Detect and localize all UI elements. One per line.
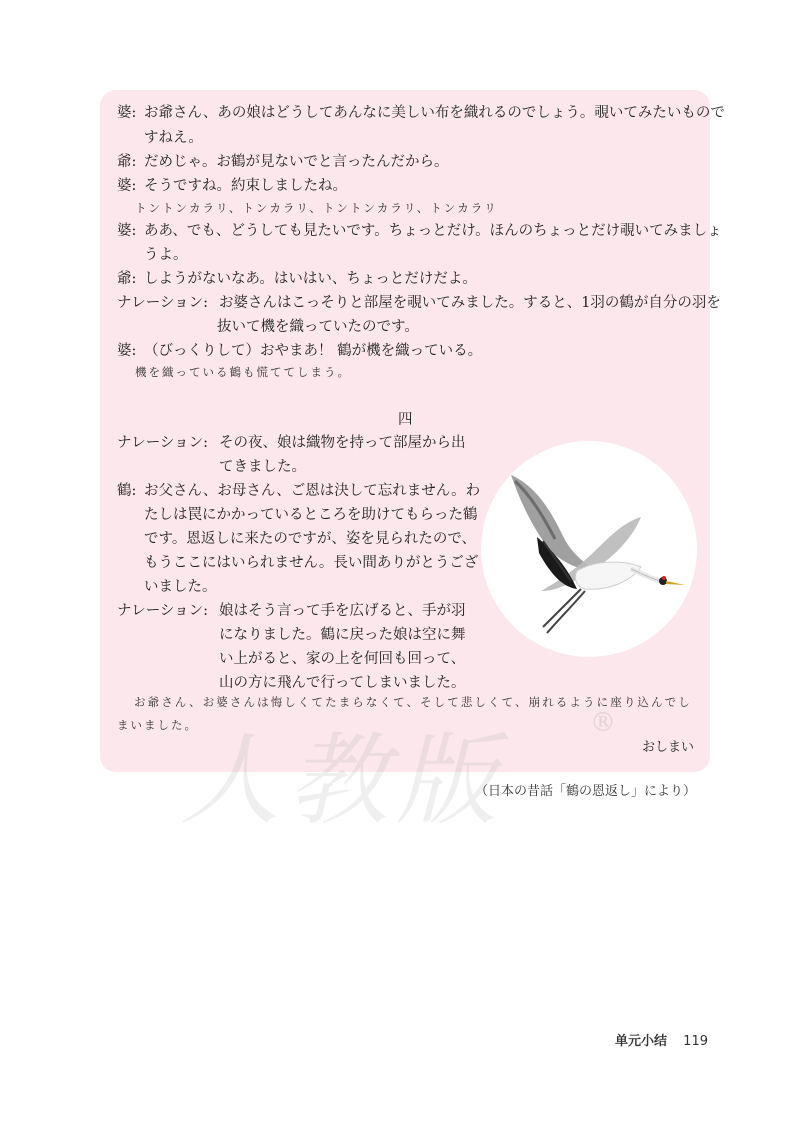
dialogue-line: 山の方に飛んで行ってしまいました。 [219, 675, 466, 691]
dialogue-line: だめじゃ。お鶴が見ないでと言ったんだから。 [144, 154, 449, 170]
dialogue-line: もうここにはいられません。長い間ありがとうござ [144, 555, 479, 571]
speaker-narration: ナレーション: [117, 435, 209, 451]
dialogue-line: てきました。 [219, 459, 306, 475]
speaker-grandma: 婆: [117, 223, 137, 239]
speaker-grandma: 婆: [117, 343, 137, 359]
ending-text: おしまい [642, 740, 695, 755]
dialogue-line: うよ。 [144, 247, 188, 263]
page-number: 119 [683, 1034, 708, 1049]
dialogue-line: そうですね。約束しましたね。 [144, 178, 347, 194]
stage-direction: まいました。 [117, 718, 198, 732]
watermark-logo: 人教版 [180, 722, 504, 839]
registered-mark: ® [590, 708, 616, 738]
dialogue-line: 娘はそう言って手を広げると、手が羽 [219, 603, 466, 619]
dialogue-line: たしは罠にかかっているところを助けてもらった鶴 [144, 507, 478, 523]
speaker-grandpa: 爺: [117, 271, 137, 287]
stage-direction: お爺さん、お婆さんは悔しくてたまらなくて、そして悲しくて、崩れるように座り込んでし [134, 695, 692, 709]
speaker-grandma: 婆: [117, 105, 137, 121]
crane-icon [481, 441, 697, 657]
dialogue-line: 抜いて機を織っていたのです。 [217, 319, 419, 335]
dialogue-line: お爺さん、あの娘はどうしてあんなに美しい布を織れるのでしょう。覗いてみたいもので [144, 105, 725, 121]
dialogue-line: になりました。鶴に戻った娘は空に舞 [219, 627, 466, 643]
dialogue-line: いました。 [144, 579, 217, 595]
page-footer [615, 1030, 708, 1049]
crane-illustration [481, 441, 697, 657]
dialogue-line: その夜、娘は織物を持って部屋から出 [219, 435, 466, 451]
speaker-grandma: 婆: [117, 178, 137, 194]
stage-direction: 機を織っている鶴も慌ててしまう。 [135, 365, 351, 379]
dialogue-line: お婆さんはこっそりと部屋を覗いてみました。すると、1羽の鶴が自分の羽を [219, 295, 721, 311]
stage-direction: トントンカラリ、トンカラリ、トントンカラリ、トンカラリ [135, 201, 498, 215]
dialogue-line: （びっくりして）おやまあ！ 鶴が機を織っている。 [144, 343, 483, 359]
dialogue-line: お父さん、お母さん、ご恩は決して忘れません。わ [144, 483, 481, 499]
dialogue-line: ああ、でも、どうしても見たいです。ちょっとだけ。ほんのちょっとだけ覗いてみましょ [144, 223, 722, 239]
source-citation: （日本の昔話「鶴の恩返し」により） [474, 784, 696, 799]
section-number: 四 [398, 412, 413, 428]
speaker-narration: ナレーション: [117, 295, 209, 311]
speaker-narration: ナレーション: [117, 603, 209, 619]
speaker-grandpa: 爺: [117, 154, 137, 170]
dialogue-line: すねえ。 [144, 130, 203, 146]
dialogue-line: しようがないなあ。はいはい、ちょっとだけだよ。 [144, 271, 477, 287]
footer-title: 单元小结 [615, 1034, 668, 1049]
speaker-crane: 鶴: [117, 483, 137, 499]
dialogue-line: です。恩返しに来たのですが、姿を見られたので、 [144, 531, 477, 547]
dialogue-line: い上がると、家の上を何回も回って、 [219, 651, 466, 667]
